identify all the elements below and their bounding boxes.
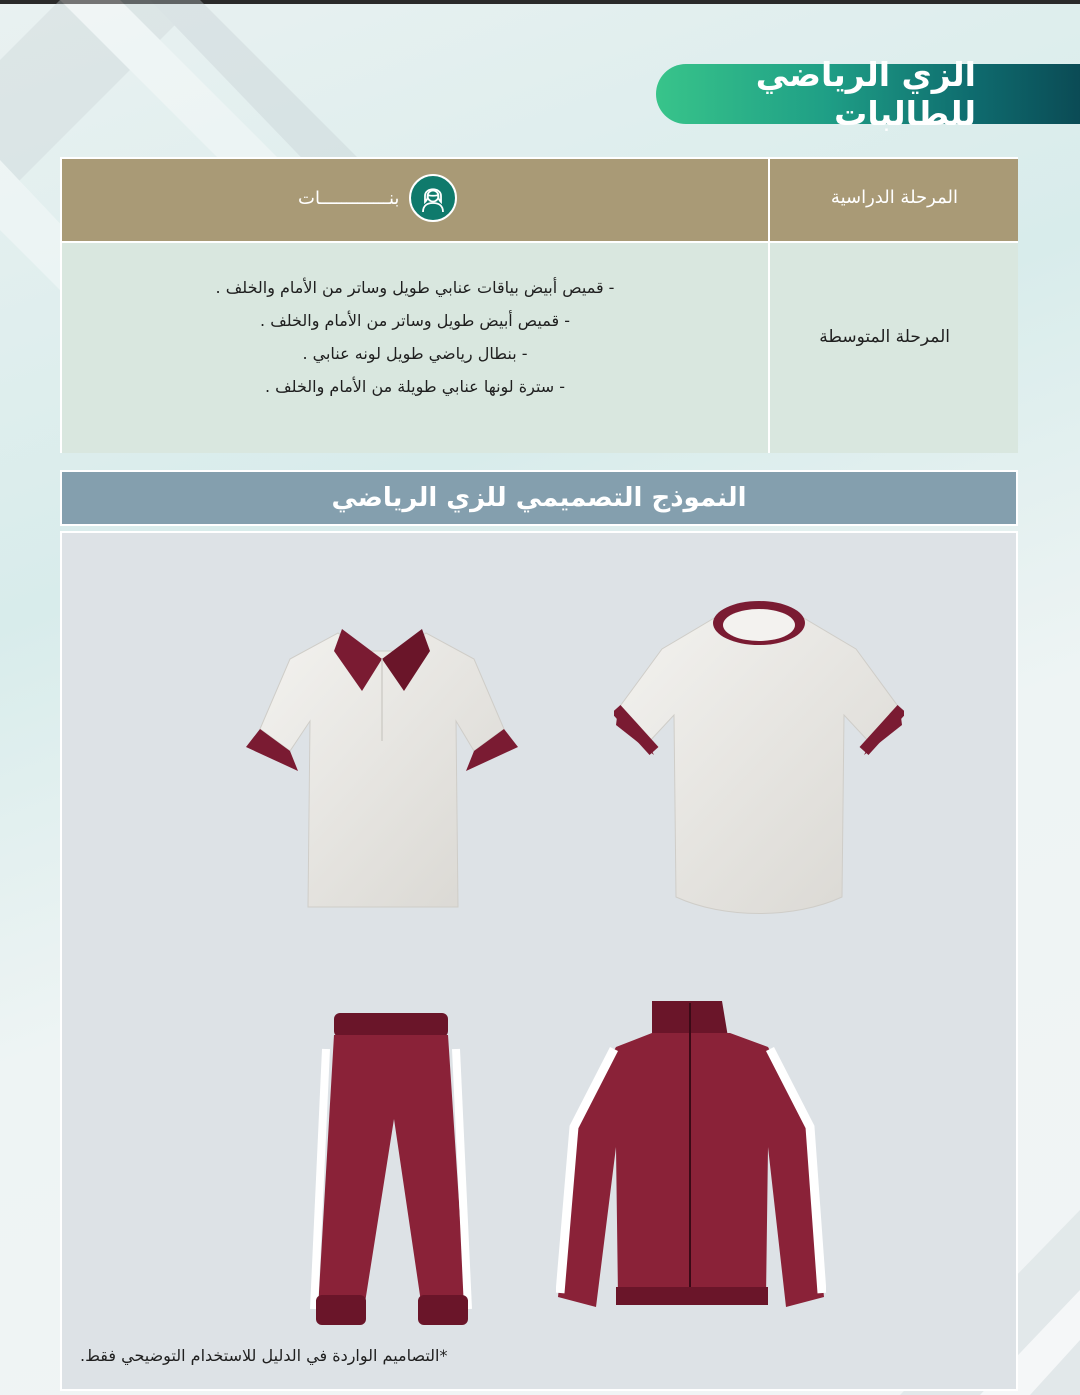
table-header-stage [770, 159, 1018, 241]
list-item: - سترة لونها عنابي طويلة من الأمام والخلف . [264, 377, 566, 396]
list-item: - بنطال رياضي طويل لونه عنابي . [302, 344, 528, 363]
girls-header-group [298, 174, 457, 222]
jacket-image [556, 997, 826, 1327]
top-edge-bar [0, 0, 1080, 4]
list-item: - قميص أبيض بياقات عنابي طويل وساتر من الأمام والخلف . [215, 278, 615, 297]
list-item: - قميص أبيض طويل وساتر من الأمام والخلف . [260, 311, 570, 330]
girls-header-label: بنـــــــــــــات [298, 187, 400, 209]
page-title: الزي الرياضي للطالبات [656, 64, 1080, 124]
stage-name: المرحلة المتوسطة [819, 327, 950, 347]
table-divider-vertical [768, 159, 770, 453]
table-cell-stage [770, 243, 1018, 453]
girl-avatar-icon [409, 174, 457, 222]
section-title: النموذج التصميمي للزي الرياضي [60, 470, 1018, 526]
uniform-items-list [62, 271, 768, 403]
track-pants-image [306, 1009, 476, 1329]
table-cell-items [62, 243, 768, 453]
tshirt-image [614, 597, 904, 917]
stage-header-label: المرحلة الدراسية [830, 187, 958, 208]
design-panel [60, 531, 1018, 1391]
table-header-girls [62, 159, 768, 241]
polo-shirt-image [242, 611, 522, 911]
disclaimer-note: *التصاميم الواردة في الدليل للاستخدام التوضيحي فقط. [80, 1346, 448, 1365]
table-divider-horizontal [62, 241, 1018, 243]
uniform-table [60, 157, 1018, 453]
